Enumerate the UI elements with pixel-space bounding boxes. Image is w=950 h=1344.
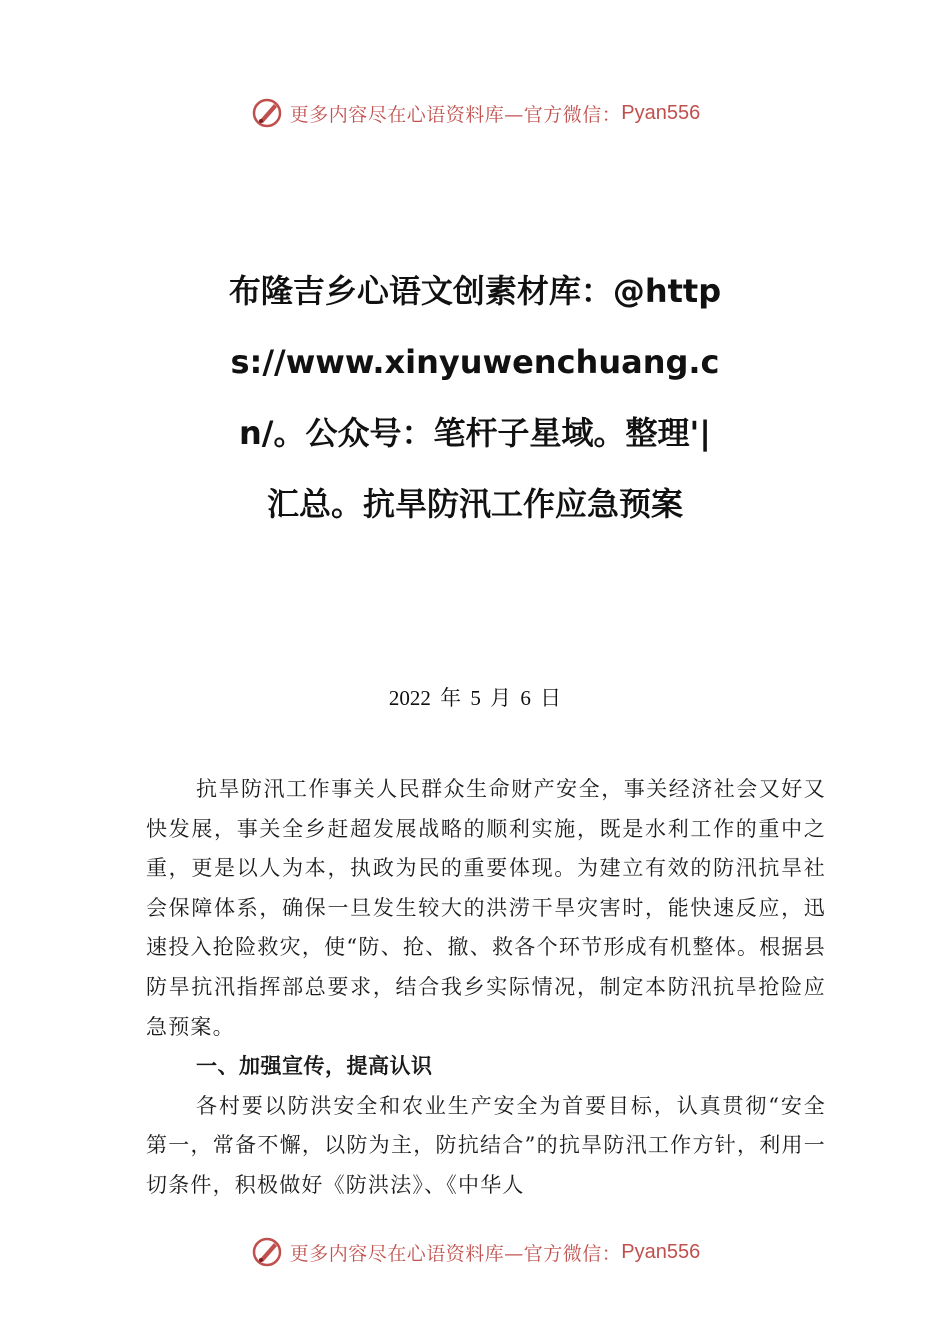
brand-logo-icon [250, 96, 284, 130]
document-body [146, 770, 826, 1206]
document-date: 2022 年 5 月 6 日 [388, 686, 562, 710]
header-banner-wechat: Pyan556 [621, 101, 701, 124]
header-banner-text: 更多内容尽在心语资料库—官方微信： [289, 103, 622, 126]
section-heading-1: 一、加强宣传，提高认识 [196, 1054, 433, 1079]
header-banner [0, 93, 950, 133]
footer-banner-text: 更多内容尽在心语资料库—官方微信： [289, 1242, 622, 1265]
document-title: 布隆吉乡心语文创素材库：@https://www.xinyuwenchuang.cn/。公众号：笔杆子星域。整理'|汇总。抗旱防汛工作应急预案 [228, 272, 722, 523]
footer-banner [0, 1232, 950, 1272]
footer-banner-wechat: Pyan556 [621, 1240, 701, 1263]
paragraph-section-1: 各村要以防洪安全和农业生产安全为首要目标，认真贯彻“安全第一，常备不懈，以防为主，防抗结合”的抗旱防汛工作方针，利用一切条件，积极做好《防洪法》、《中华人 [146, 1093, 826, 1197]
brand-logo-icon [250, 1235, 284, 1269]
paragraph-intro: 抗旱防汛工作事关人民群众生命财产安全，事关经济社会又好又快发展，事关全乡赶超发展战略的顺利实施，既是水利工作的重中之重，更是以人为本，执政为民的重要体现。为建立有效的防汛抗旱社会保障体系，确保一旦发生较大的洪涝干旱灾害时，能快速反应，迅速投入抢险救灾，使“防、抢、撤、救各个环节形成有机整体。根据县防旱抗汛指挥部总要求，结合我乡实际情况，制定本防汛抗旱抢险应急预案。 [146, 777, 826, 1039]
